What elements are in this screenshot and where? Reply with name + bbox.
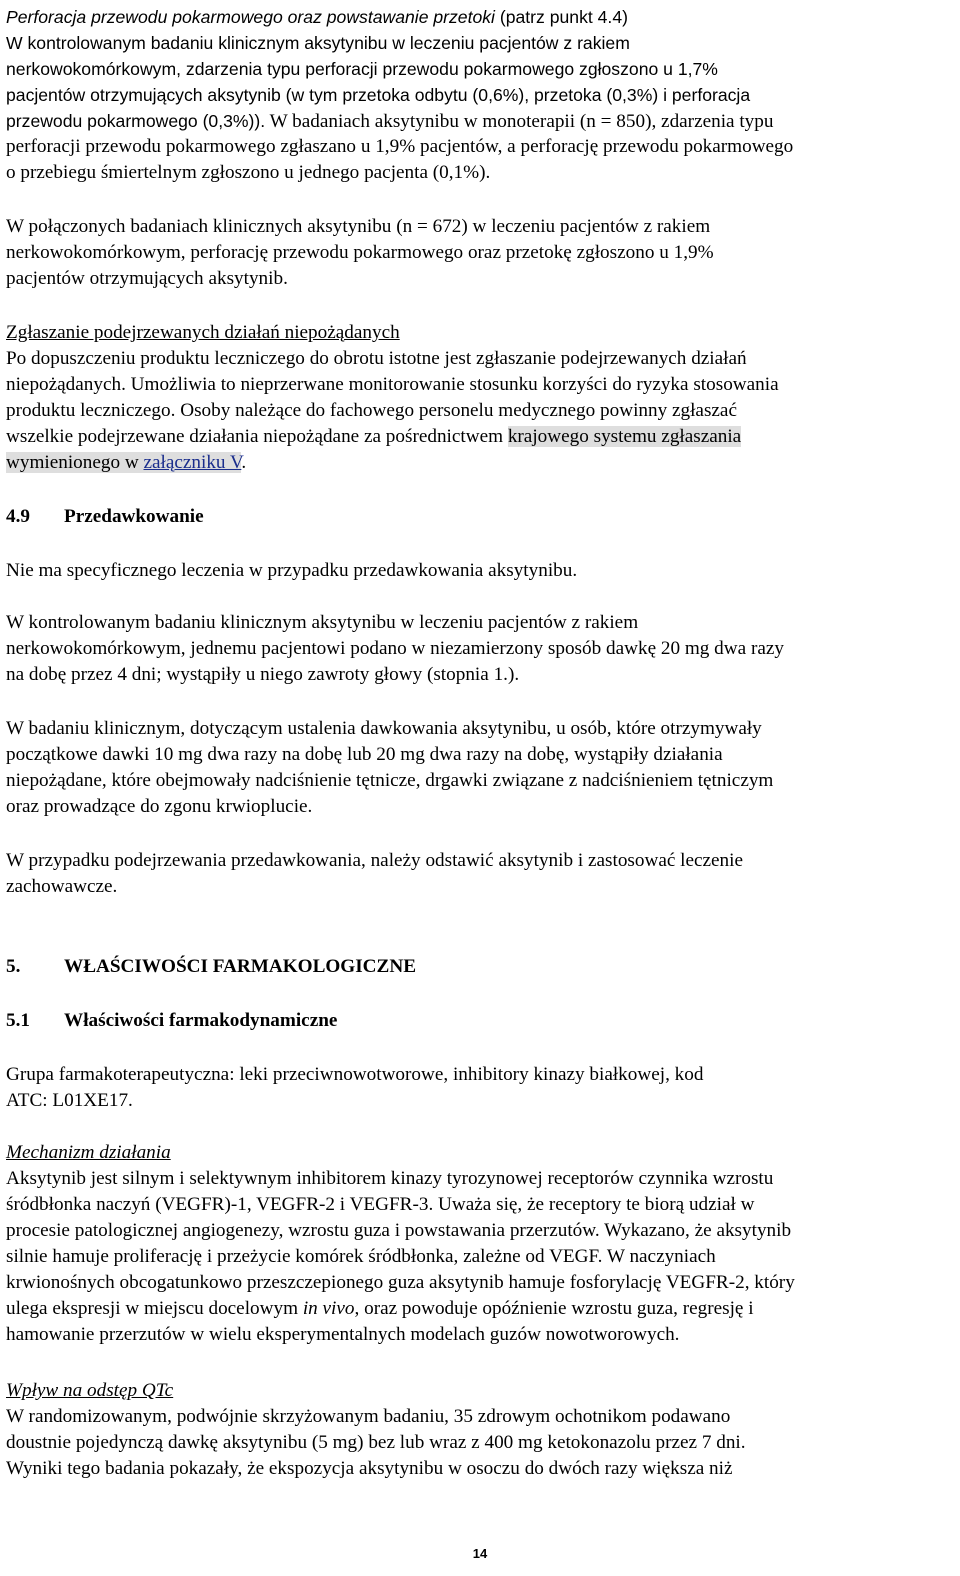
paragraph-line: pacjentów otrzymujących aksytynib. [6, 268, 288, 289]
section-heading-4-9 [6, 504, 204, 530]
section-heading-5-1 [6, 1008, 337, 1034]
section-subheading: Wpływ na odstęp QTc [6, 1380, 174, 1401]
annex-v-link[interactable]: załączniku V [143, 452, 242, 473]
paragraph-line: W badaniu klinicznym, dotyczącym ustalenia dawkowania aksytynibu, u osób, które otrzymywały [6, 718, 762, 739]
paragraph-line: doustnie pojedynczą dawkę aksytynibu (5 mg) bez lub wraz z 400 mg ketokonazolu przez 7 dni. [6, 1432, 746, 1453]
paragraph-line: nerkowokomórkowym, perforację przewodu pokarmowego oraz przetokę zgłoszono u 1,9% [6, 242, 714, 263]
section-subheading: Zgłaszanie podejrzewanych działań niepożądanych [6, 322, 400, 343]
paragraph-line: o przebiegu śmiertelnym zgłoszono u jednego pacjenta (0,1%). [6, 162, 491, 183]
paragraph-line: na dobę przez 4 dni; wystąpiły u niego zawroty głowy (stopnia 1.). [6, 664, 520, 685]
paragraph-line: perforacji przewodu pokarmowego zgłaszano u 1,9% pacjentów, a perforację przewodu pokarmowego [6, 136, 794, 157]
paragraph-line: procesie patologicznej angiogenezy, wzrostu guza i powstawania przerzutów. Wykazano, że aksytynib [6, 1220, 792, 1241]
paragraph-line: zachowawcze. [6, 876, 118, 897]
section-number: 5.1 [6, 1010, 30, 1031]
text-span: , oraz powoduje opóźnienie wzrostu guza, regresję i [354, 1298, 754, 1319]
paragraph-line: nerkowokomórkowym, jednemu pacjentowi podano w niezamierzony sposób dawkę 20 mg dwa razy [6, 638, 784, 659]
paragraph-line [6, 424, 741, 450]
text-span: (patrz punkt 4.4) [494, 7, 628, 27]
paragraph-line [6, 4, 628, 30]
paragraph-line: początkowe dawki 10 mg dwa razy na dobę lub 20 mg dwa razy na dobę, wystąpiły działania [6, 744, 723, 765]
paragraph-line: krwionośnych obcogatunkowo przeszczepionego guza aksytynib hamuje fosforylację VEGFR-2, który [6, 1272, 795, 1293]
paragraph-line: W połączonych badaniach klinicznych aksytynibu (n = 672) w leczeniu pacjentów z rakiem [6, 216, 711, 237]
paragraph-line: śródbłonka naczyń (VEGFR)-1, VEGFR-2 i VEGFR-3. Uważa się, że receptory te biorą udział w [6, 1194, 755, 1215]
paragraph-line: W kontrolowanym badaniu klinicznym aksytynibu w leczeniu pacjentów z rakiem [6, 612, 639, 633]
paragraph-line: W randomizowanym, podwójnie skrzyżowanym badaniu, 35 zdrowym ochotnikom podawano [6, 1406, 731, 1427]
paragraph-line: niepożądane, które obejmowały nadciśnienie tętnicze, drgawki związane z nadciśnieniem tętniczym [6, 770, 774, 791]
text-span: ulega ekspresji w miejscu docelowym [6, 1298, 303, 1319]
paragraph-line: nerkowokomórkowym, zdarzenia typu perforacji przewodu pokarmowego zgłoszono u 1,7% [6, 59, 718, 79]
paragraph-line: Aksytynib jest silnym i selektywnym inhibitorem kinazy tyrozynowej receptorów czynnika wzrostu [6, 1168, 774, 1189]
paragraph-line: Nie ma specyficznego leczenia w przypadku przedawkowania aksytynibu. [6, 560, 578, 581]
paragraph-line: Grupa farmakoterapeutyczna: leki przeciwnowotworowe, inhibitory kinazy białkowej, kod [6, 1064, 704, 1085]
paragraph-line: Po dopuszczeniu produktu leczniczego do obrotu istotne jest zgłaszanie podejrzewanych działań [6, 348, 747, 369]
paragraph-line [6, 1296, 754, 1322]
paragraph-line: oraz prowadzące do zgonu krwioplucie. [6, 796, 313, 817]
paragraph-line: W kontrolowanym badaniu klinicznym aksytynibu w leczeniu pacjentów z rakiem [6, 33, 630, 53]
section-number: 4.9 [6, 506, 30, 527]
text-span: przewodu pokarmowego (0,3%)). [6, 111, 266, 131]
section-subheading: Mechanizm działania [6, 1142, 171, 1163]
reporting-system-highlight: krajowego systemu zgłaszania [507, 426, 742, 447]
paragraph-line: silnie hamuje proliferację i przeżycie komórek śródbłonka, zależne od VEGF. W naczyniach [6, 1246, 716, 1267]
text-span: wymienionego w [6, 452, 144, 473]
text-span: wszelkie podejrzewane działania niepożądane za pośrednictwem [6, 426, 508, 447]
text-span: W badaniach aksytynibu w monoterapii (n = 850), zdarzenia typu [265, 111, 774, 132]
paragraph-line [6, 108, 773, 135]
section-title: Przedawkowanie [64, 506, 204, 527]
section-number: 5. [6, 956, 21, 977]
paragraph-line: Wyniki tego badania pokazały, że ekspozycja aksytynibu w osoczu do dwóch razy większa niż [6, 1458, 733, 1479]
section-heading-5 [6, 954, 416, 980]
paragraph-line: niepożądanych. Umożliwia to nieprzerwane monitorowanie stosunku korzyści do ryzyka stosowania [6, 374, 779, 395]
paragraph-line: hamowanie przerzutów w wielu eksperymentalnych modelach guzów nowotworowych. [6, 1324, 680, 1345]
paragraph-line: ATC: L01XE17. [6, 1090, 133, 1111]
italic-subheading: Perforacja przewodu pokarmowego oraz powstawanie przetoki [6, 7, 495, 27]
paragraph-line: W przypadku podejrzewania przedawkowania, należy odstawić aksytynib i zastosować leczenie [6, 850, 743, 871]
text-span: . [241, 452, 247, 473]
page-number: 14 [472, 1546, 488, 1561]
italic-term: in vivo [302, 1298, 355, 1319]
paragraph-line [6, 450, 246, 476]
section-title: WŁAŚCIWOŚCI FARMAKOLOGICZNE [64, 956, 416, 977]
section-title: Właściwości farmakodynamiczne [64, 1010, 338, 1031]
paragraph-line: produktu leczniczego. Osoby należące do fachowego personelu medycznego powinny zgłaszać [6, 400, 737, 421]
paragraph-line: pacjentów otrzymujących aksytynib (w tym przetoka odbytu (0,6%), przetoka (0,3%) i perforacja [6, 85, 751, 105]
